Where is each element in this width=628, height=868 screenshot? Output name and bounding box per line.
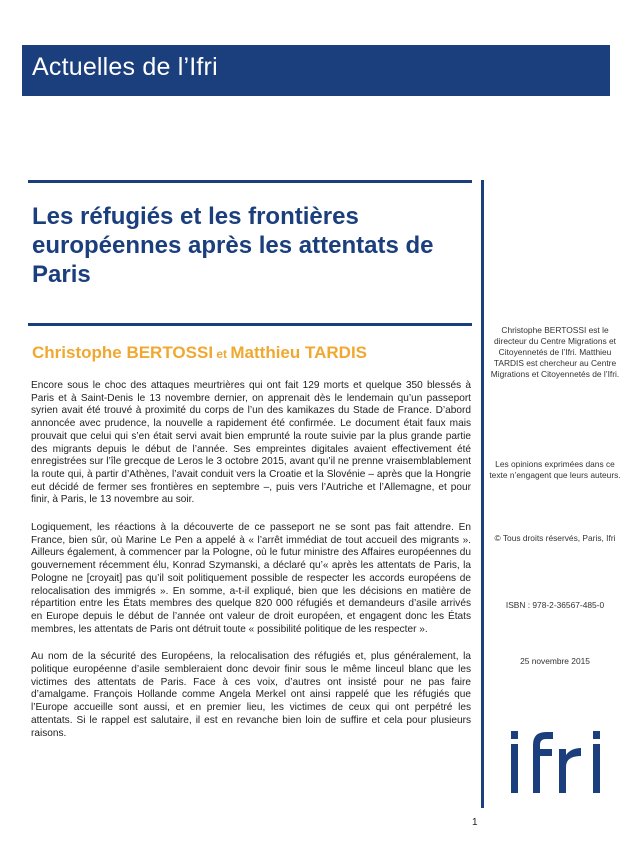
title-bottom-rule <box>28 323 472 326</box>
paragraph: Encore sous le choc des attaques meurtrières qui ont fait 129 morts et quelque 350 blessés à Paris et à Saint-Denis le 13 novembre dernier, on apprenait dès le lendemain qu’un passeport syrien avait été trouvé à proximité du corps de l’un des kamikazes du Stade de France. D’abord annoncée avec prudence, la nouvelle a rapidement été confirmée. Le document était faux mais prouvait que celui qui s’en était servi avait bien emprunté la route suivie par la plus grande partie des migrants depuis le début de l’année. Ses empreintes digitales avaient effectivement été enregistrées sur l’île grecque de Leros le 3 octobre 2015, avant qu’il ne prenne vraisemblablement la route qui, à partir d’Athènes, l’avait conduit vers la Croatie et la Slovénie – après que la Hongrie eut décidé de fermer ses frontières en septembre –, puis vers l’Autriche et l’Allemagne, et pour finir, à Paris, le 13 novembre au soir. <box>31 380 471 506</box>
ifri-logo <box>509 731 609 793</box>
article-title: Les réfugiés et les frontières européennes après les attentats de Paris <box>32 203 434 288</box>
author-2: Matthieu TARDIS <box>230 343 368 362</box>
article-body <box>31 380 471 755</box>
author-separator: et <box>213 347 231 361</box>
title-top-rule <box>28 180 472 183</box>
disclaimer: Les opinions exprimées dans ce texte n’engagent que leurs auteurs. <box>489 459 621 480</box>
paragraph: Au nom de la sécurité des Européens, la relocalisation des réfugiés et, plus généralement, la politique européenne d’asile sembleraient donc devoir finir sous le même linceul blanc que les victimes des attentats de Paris. Face à ces voix, d’autres ont insisté pour ne pas faire d’amalgame. François Hollande comme Angela Merkel ont ainsi rappelé que les réfugiés que l’Europe accueille sont aussi, et en premier lieu, les victimes de ceux qui ont perpétré les attentats. Si le rappel est salutaire, il est en revanche bien loin de suffire et cela pour plusieurs raisons. <box>31 651 471 739</box>
copyright: © Tous droits réservés, Paris, Ifri <box>494 533 616 543</box>
page-number: 1 <box>472 817 478 828</box>
header-banner <box>22 45 610 96</box>
paragraph: Logiquement, les réactions à la découverte de ce passeport ne se sont pas fait attendre. En France, bien sûr, où Marine Le Pen a appelé à « l’arrêt immédiat de tout accueil des migrants ». Ailleurs également, à commencer par la Pologne, où le futur ministre des Affaires européennes du gouvernement récemment élu, Konrad Szymanski, a déclaré qu’« après les attentats de Paris, la Pologne ne [croyait] pas qu’il soit politiquement possible de respecter les accords européens de relocalisation des immigrés ». En somme, a-t-il expliqué, bien que les décisions en matière de répartition entre les États membres des quelque 820 000 réfugiés et demandeurs d’asile arrivés en Europe depuis le début de l’année ont valeur de droit européen, et engagent donc les États membres, les attentats de Paris ont détruit toute « possibilité politique de les respecter ». <box>31 522 471 635</box>
sidebar-divider <box>481 180 484 808</box>
isbn: ISBN : 978-2-36567-485-0 <box>505 600 605 610</box>
publication-title: Actuelles de l’Ifri <box>32 53 218 81</box>
article-authors <box>32 343 472 363</box>
author-bio: Christophe BERTOSSI est le directeur du Centre Migrations et Citoyennetés de l’Ifri. Matthieu TARDIS est chercheur au Centre Migrations et Citoyennetés de l’Ifri. <box>490 325 620 379</box>
publication-date: 25 novembre 2015 <box>520 656 590 666</box>
author-1: Christophe BERTOSSI <box>32 343 214 362</box>
